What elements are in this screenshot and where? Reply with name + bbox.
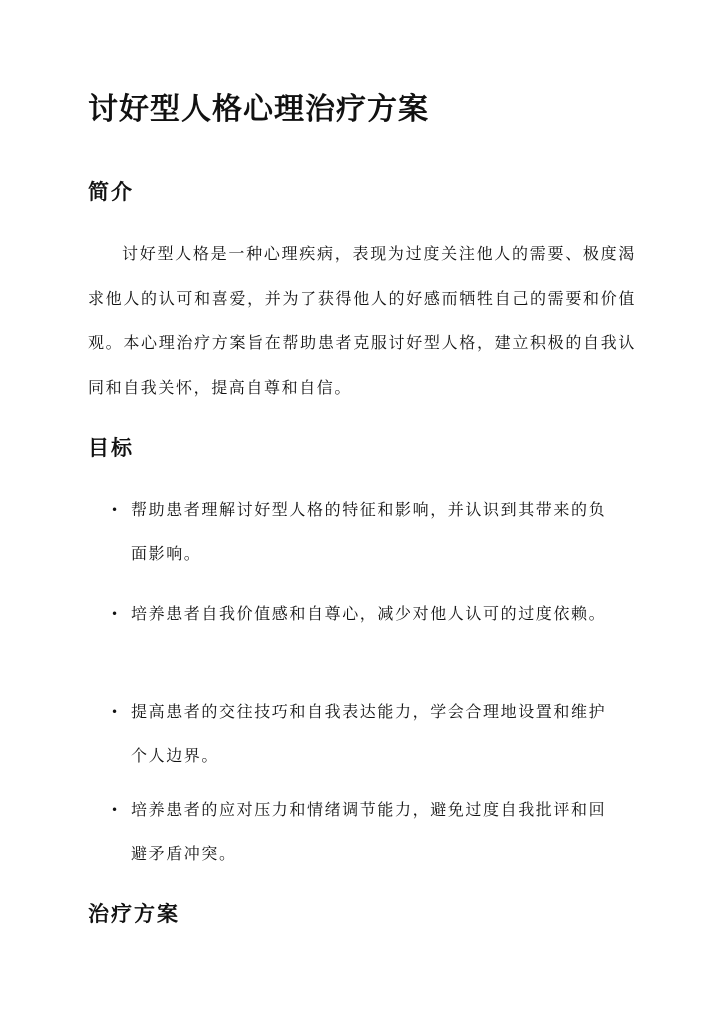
list-item — [111, 488, 621, 576]
goals-heading: 目标 — [88, 435, 134, 460]
plan-heading: 治疗方案 — [88, 901, 180, 926]
goal-text: 提高患者的交往技巧和自我表达能力，学会合理地设置和维护个人边界。 — [131, 702, 607, 765]
bullet-icon: • — [111, 705, 120, 719]
list-item — [111, 788, 621, 876]
intro-paragraph: 讨好型人格是一种心理疾病，表现为过度关注他人的需要、极度渴求他人的认可和喜爱，并为了获得他人的好感而牺牲自己的需要和价值观。本心理治疗方案旨在帮助患者克服讨好型人格，建立积极的自我认同和自我关怀，提高自尊和自信。 — [88, 244, 636, 397]
bullet-icon: • — [111, 803, 120, 817]
list-item — [111, 592, 621, 636]
bullet-icon: • — [111, 503, 120, 517]
bullet-icon: • — [111, 607, 120, 621]
page-title: 讨好型人格心理治疗方案 — [88, 92, 429, 127]
list-item — [111, 690, 621, 778]
intro-heading: 简介 — [88, 179, 134, 204]
goal-text: 培养患者的应对压力和情绪调节能力，避免过度自我批评和回避矛盾冲突。 — [131, 800, 607, 863]
goal-text: 培养患者自我价值感和自尊心，减少对他人认可的过度依赖。 — [131, 604, 607, 623]
goal-text: 帮助患者理解讨好型人格的特征和影响，并认识到其带来的负面影响。 — [131, 500, 607, 563]
